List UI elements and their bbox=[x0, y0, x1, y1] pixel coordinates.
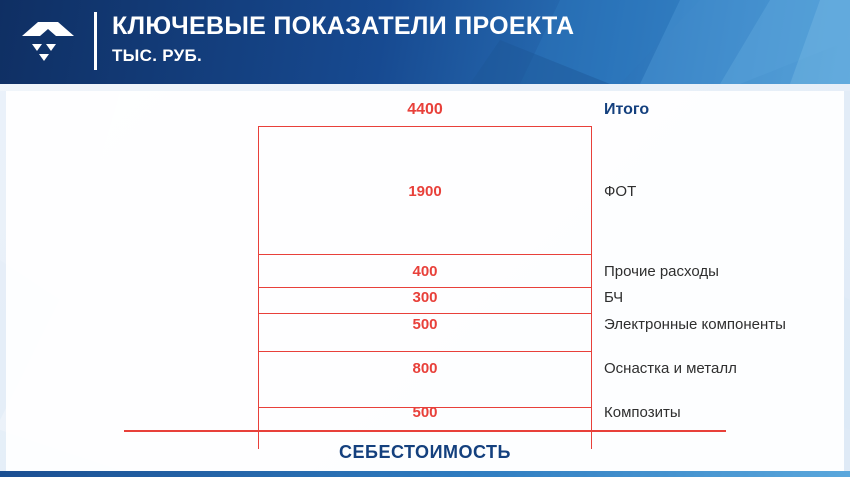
total-value: 4400 bbox=[407, 101, 443, 118]
bottom-accent-strip bbox=[0, 471, 850, 477]
total-label: Итого bbox=[604, 101, 650, 118]
company-logo-icon bbox=[18, 14, 80, 68]
bar-segment-label: Прочие расходы bbox=[604, 263, 719, 280]
page-subtitle: ТЫС. РУБ. bbox=[112, 46, 203, 65]
bar-segment-value: 500 bbox=[412, 404, 438, 421]
logo-divider bbox=[94, 12, 97, 70]
bar-segment-label: Электронные компоненты bbox=[604, 316, 786, 333]
bar-segment-value: 800 bbox=[412, 360, 438, 377]
slide-header bbox=[0, 0, 850, 84]
bar-segment-value: 400 bbox=[412, 263, 438, 280]
bar-segment-value: 300 bbox=[412, 289, 438, 306]
bar-segment-value: 1900 bbox=[408, 183, 442, 200]
bar-segment-label: Оснастка и металл bbox=[604, 360, 737, 377]
bar-segment-value: 500 bbox=[412, 316, 438, 333]
x-axis-label: СЕБЕСТОИМОСТЬ bbox=[339, 442, 511, 462]
bar-segment-label: Композиты bbox=[604, 404, 681, 421]
chart-baseline bbox=[124, 430, 726, 432]
bar-segment-label: ФОТ bbox=[604, 183, 637, 200]
page-title: КЛЮЧЕВЫЕ ПОКАЗАТЕЛИ ПРОЕКТА bbox=[112, 12, 575, 40]
stacked-bar-chart bbox=[0, 91, 850, 477]
bar-segment-label: БЧ bbox=[604, 289, 624, 306]
